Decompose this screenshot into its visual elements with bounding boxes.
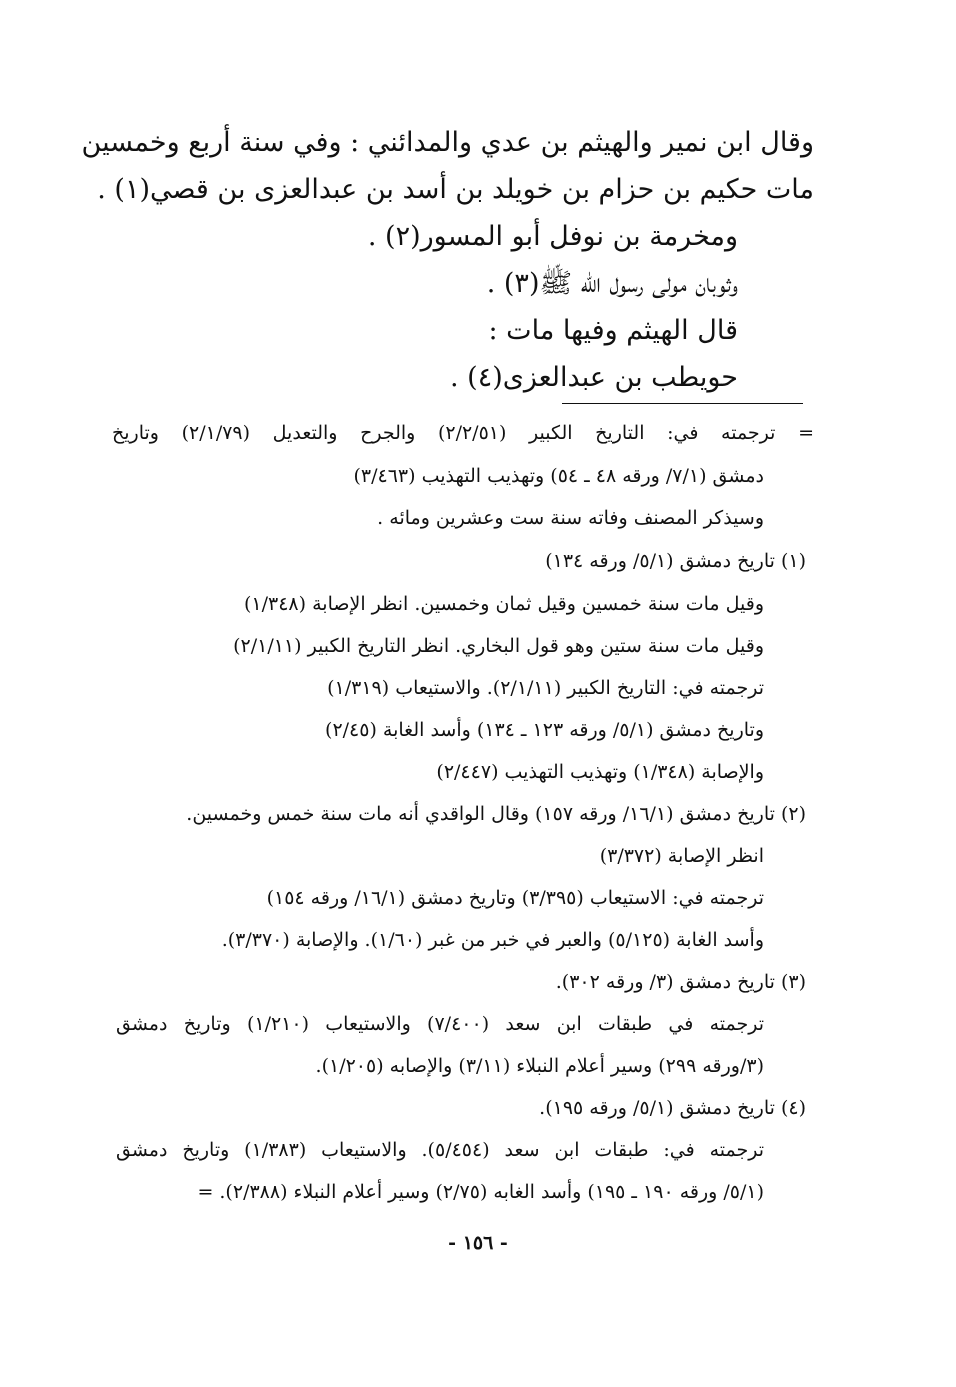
- footnote-line: وأسد الغابة (٥/١٢٥) والعبر في خبر من غبر (١/٦٠). والإصابة (٣/٣٧٠).: [221, 929, 764, 951]
- main-line-4: وثوبان مولى رسول الله ﷺ(٣) .: [486, 268, 738, 299]
- footnote-line: وقيل مات سنة خمسين وقيل ثمان وخمسين. انظر الإصابة (١/٣٤٨): [243, 593, 764, 615]
- footnote-line: وسيذكر المصنف وفاته سنة ست وعشرين ومائه .: [377, 507, 764, 529]
- footnote-line: = ترجمته في: التاريخ الكبير (٢/٢/٥١) والجرح والتعديل (٢/١/٧٩) وتاريخ: [112, 422, 814, 444]
- footnote-line: (٥/١/ ورقه ١٩٠ ـ ١٩٥) وأسد الغابه (٢/٧٥) وسير أعلام النبلاء (٢/٣٨٨). =: [197, 1181, 764, 1203]
- footnote-line: دمشق (٧/١/ ورقه ٤٨ ـ ٥٤) وتهذيب التهذيب (٣/٤٦٣): [353, 465, 764, 487]
- main-line-3: ومخرمة بن نوفل أبو المسور(٢) .: [367, 221, 738, 252]
- footnote-line: (٣) تاريخ دمشق (٣/ ورقه ٣٠٢).: [555, 971, 806, 993]
- footnote-separator: [562, 403, 803, 404]
- footnote-line: ترجمته في: التاريخ الكبير (٢/١/١١). والاستيعاب (١/٣١٩): [327, 677, 764, 699]
- footnote-line: ترجمته في: طبقات ابن سعد (٥/٤٥٤). والاستيعاب (١/٣٨٣) وتاريخ دمشق: [116, 1139, 765, 1161]
- main-line-2: مات حكيم بن حزام بن خويلد بن أسد بن عبدالعزى بن قصي(١) .: [97, 174, 814, 205]
- footnote-line: انظر الإصابة (٣/٣٧٢): [599, 845, 764, 867]
- page-number: - ١٥٦ -: [448, 1232, 508, 1254]
- footnote-line: (٢) تاريخ دمشق (١٦/١/ ورقه ١٥٧) وقال الواقدي أنه مات سنة خمس وخمسين.: [186, 803, 806, 825]
- main-line-5: قال الهيثم وفيها مات :: [488, 315, 738, 346]
- main-line-6: حويطب بن عبدالعزى(٤) .: [449, 362, 738, 393]
- main-line-1: وقال ابن نمير والهيثم بن عدي والمدائني : وفي سنة أربع وخمسين: [81, 127, 814, 158]
- footnote-line: (١) تاريخ دمشق (٥/١/ ورقه ١٣٤): [545, 550, 806, 572]
- footnote-line: (٣/ورقه ٢٩٩) وسير أعلام النبلاء (٣/١١) والإصابه (١/٢٠٥).: [315, 1055, 764, 1077]
- footnote-line: ترجمته في طبقات ابن سعد (٧/٤٠٠) والاستيعاب (١/٢١٠) وتاريخ دمشق: [116, 1013, 764, 1035]
- footnote-line: ترجمته في: الاستيعاب (٣/٣٩٥) وتاريخ دمشق (١٦/١/ ورقه ١٥٤): [266, 887, 764, 909]
- footnote-line: وقيل مات سنة ستين وهو قول البخاري. انظر التاريخ الكبير (٢/١/١١): [233, 635, 764, 657]
- footnote-line: وتاريخ دمشق (٥/١/ ورقه ١٢٣ ـ ١٣٤) وأسد الغابة (٢/٤٥): [325, 719, 764, 741]
- footnote-line: (٤) تاريخ دمشق (٥/١/ ورقه ١٩٥).: [539, 1097, 806, 1119]
- footnote-line: والإصابة (١/٣٤٨) وتهذيب التهذيب (٢/٤٤٧): [436, 761, 764, 783]
